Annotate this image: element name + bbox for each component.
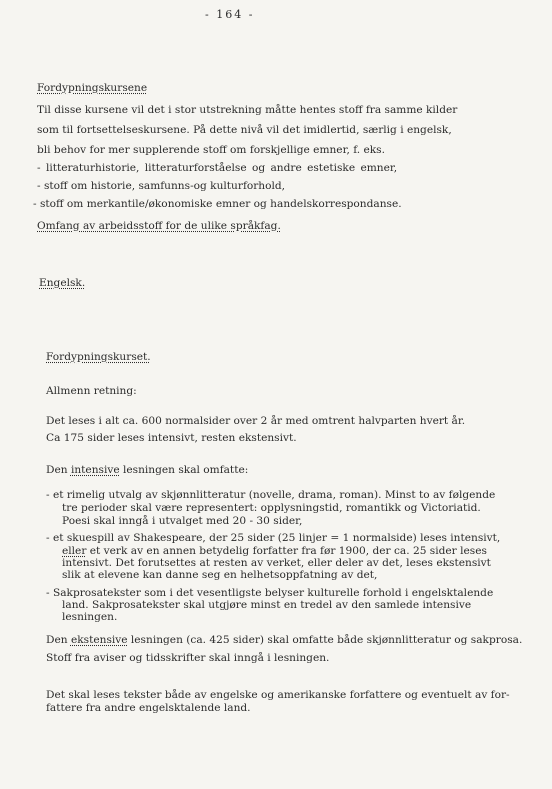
- list-item-text: et verk av en annen betydelig forfatter fra før 1900, der ca. 25 sider leses: [86, 545, 487, 557]
- list-item: - stoff om historie, samfunns-og kulturforhold,: [37, 180, 286, 192]
- list-item: - et skuespill av Shakespeare, der 25 sider (25 linjer = 1 normalside) leses intensivt,: [46, 532, 501, 544]
- section-heading-engelsk: Engelsk.: [39, 277, 86, 289]
- bleed-through: [240, 62, 540, 462]
- extensive-word: ekstensive: [70, 634, 128, 646]
- track-label: Allmenn retning:: [46, 385, 137, 397]
- paragraph-line: bli behov for mer supplerende stoff om forskjellige emner, f. eks.: [37, 144, 385, 156]
- list-item-continuation: land. Sakprosatekster skal utgjøre minst en tredel av den samlede intensive: [62, 599, 472, 611]
- paragraph-line: Det leses i alt ca. 600 normalsider over 2 år med omtrent halvparten hvert år.: [46, 415, 466, 427]
- paragraph-line: Til disse kursene vil det i stor utstrekning måtte hentes stoff fra samme kilder: [37, 104, 458, 116]
- list-item-continuation: Poesi skal inngå i utvalget med 20 - 30 sider,: [62, 515, 303, 527]
- list-item-continuation: tre perioder skal være representert: opplysningstid, romantikk og Victoriatid.: [62, 502, 481, 514]
- paragraph-line: Det skal leses tekster både av engelske og amerikanske forfattere og eventuelt av for-: [46, 689, 510, 701]
- extensive-prefix: Den: [46, 634, 71, 646]
- list-item-continuation: lesningen.: [62, 611, 118, 623]
- paragraph-line: fattere fra andre engelsktalende land.: [46, 702, 251, 714]
- intensive-intro-prefix: Den: [46, 464, 71, 476]
- list-item-continuation: slik at elevene kan danne seg en helhetsoppfatning av det,: [62, 569, 378, 581]
- paragraph-line: Ca 175 sider leses intensivt, resten ekstensivt.: [46, 432, 297, 444]
- extensive-paragraph: [46, 634, 522, 646]
- intensive-intro-suffix: lesningen skal omfatte:: [119, 464, 249, 476]
- intensive-word: intensive: [70, 464, 120, 476]
- paragraph-line: Stoff fra aviser og tidsskrifter skal inngå i lesningen.: [46, 652, 330, 664]
- paragraph-line: som til fortsettelseskursene. På dette nivå vil det imidlertid, særlig i engelsk,: [37, 124, 452, 136]
- extensive-suffix: lesningen (ca. 425 sider) skal omfatte både skjønnlitteratur og sakprosa.: [127, 634, 523, 646]
- list-item: - litteraturhistorie, litteraturforståelse og andre estetiske emner,: [37, 162, 398, 174]
- intensive-intro: [46, 464, 248, 476]
- list-item-continuation: intensivt. Det forutsettes at resten av verket, eller deler av det, leses ekstensivt: [62, 557, 491, 569]
- section-heading-fordypningskursene: Fordypningskursene: [37, 82, 148, 94]
- section-heading-omfang: Omfang av arbeidsstoff for de ulike språkfag.: [37, 220, 281, 232]
- list-item-continuation: [62, 545, 487, 557]
- list-item: - Sakprosatekster som i det vesentligste belyser kulturelle forhold i engelsktalende: [46, 587, 494, 599]
- page-number: - 164 -: [205, 8, 255, 21]
- eller-word: eller: [62, 545, 87, 557]
- list-item: - stoff om merkantile/økonomiske emner og handelskorrespondanse.: [33, 198, 402, 210]
- list-item: - et rimelig utvalg av skjønnlitteratur (novelle, drama, roman). Minst to av følgende: [46, 489, 496, 501]
- subheading-fordypningskurset: Fordypningskurset.: [46, 351, 151, 363]
